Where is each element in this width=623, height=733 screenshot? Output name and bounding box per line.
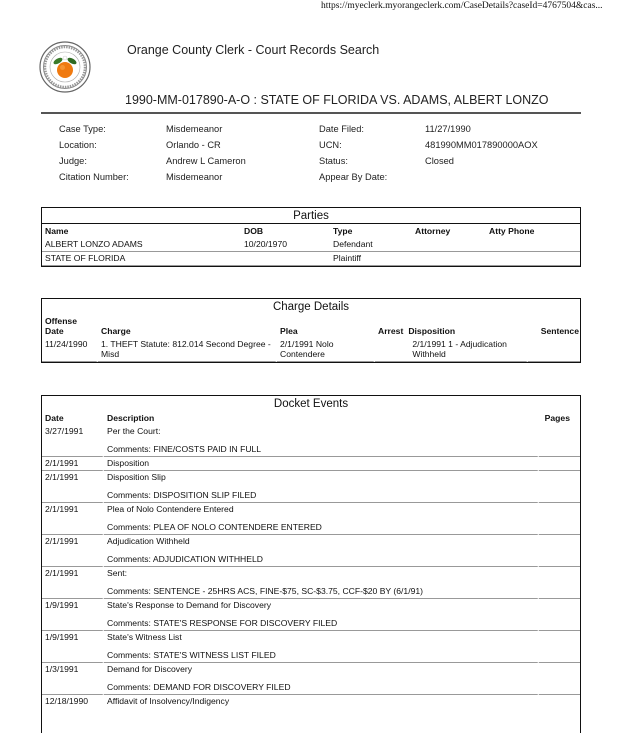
docket-pages [539, 471, 580, 503]
appear-by-date-label: Appear By Date: [319, 172, 388, 182]
docket-date: 1/3/1991 [42, 663, 104, 695]
docket-comments: Comments: ADJUDICATION WITHHELD [107, 554, 263, 564]
col-offense-date: Offense Date [45, 316, 77, 336]
docket-row [42, 567, 580, 599]
docket-row [42, 695, 580, 708]
docket-row [42, 535, 580, 567]
party-name: STATE OF FLORIDA [42, 252, 241, 266]
docket-events-table [41, 395, 581, 733]
col-arrest: Arrest [378, 326, 404, 336]
charge-details-title: Charge Details [272, 301, 350, 313]
docket-description: Demand for Discovery [107, 664, 193, 674]
status-value: Closed [425, 156, 454, 166]
party-type: Defendant [330, 238, 412, 252]
docket-comments: Comments: FINE/COSTS PAID IN FULL [107, 444, 262, 454]
docket-description: Plea of Nolo Contendere Entered [107, 504, 234, 514]
docket-comments: Comments: STATE'S RESPONSE FOR DISCOVERY FILED [107, 618, 338, 628]
ucn-value: 481990MM017890000AOX [425, 140, 538, 150]
docket-row [42, 471, 580, 503]
party-atty-phone [486, 252, 580, 266]
sentence [528, 338, 580, 362]
docket-description: Sent: [107, 568, 128, 578]
docket-row [42, 503, 580, 535]
docket-description: Disposition Slip [107, 472, 166, 482]
party-row [42, 238, 580, 252]
party-attorney [412, 252, 486, 266]
parties-header-row [42, 224, 580, 238]
col-date: Date [45, 413, 64, 423]
docket-date: 1/9/1991 [42, 631, 104, 663]
docket-description: Adjudication Withheld [107, 536, 190, 546]
col-dob: DOB [244, 226, 264, 236]
party-dob [241, 252, 330, 266]
citation-number-label: Citation Number: [59, 172, 129, 182]
docket-date: 1/9/1991 [42, 599, 104, 631]
docket-header-row [42, 411, 580, 425]
docket-comments: Comments: SENTENCE - 25HRS ACS, FINE-$75, SC-$3.75, CCF-$20 BY (6/1/91) [107, 586, 424, 596]
party-name: ALBERT LONZO ADAMS [42, 238, 241, 252]
docket-pages [539, 663, 580, 695]
ucn-label: UCN: [319, 140, 342, 150]
docket-events-title: Docket Events [273, 398, 349, 410]
col-name: Name [45, 226, 69, 236]
disposition: 2/1/1991 1 - Adjudication Withheld [406, 338, 528, 362]
title-divider [41, 112, 581, 114]
party-dob: 10/20/1970 [241, 238, 330, 252]
party-attorney [412, 238, 486, 252]
docket-pages [539, 631, 580, 663]
docket-description: Disposition [107, 458, 150, 468]
charge: 1. THEFT Statute: 812.014 Second Degree - Misd [98, 338, 277, 362]
docket-comments: Comments: DEMAND FOR DISCOVERY FILED [107, 682, 291, 692]
col-disposition: Disposition [408, 326, 456, 336]
parties-table [41, 207, 581, 267]
arrest [375, 338, 406, 362]
col-charge: Charge [101, 326, 131, 336]
docket-row [42, 457, 580, 471]
location-value: Orlando - CR [166, 140, 221, 150]
col-type: Type [333, 226, 353, 236]
docket-pages [539, 503, 580, 535]
docket-pages [539, 457, 580, 471]
col-pages: Pages [544, 413, 570, 423]
status-label: Status: [319, 156, 348, 166]
docket-date: 2/1/1991 [42, 457, 104, 471]
docket-description: State's Witness List [107, 632, 182, 642]
docket-date: 2/1/1991 [42, 503, 104, 535]
case-title: 1990-MM-017890-A-O : STATE OF FLORIDA VS. ADAMS, ALBERT LONZO [125, 93, 549, 107]
site-title: Orange County Clerk - Court Records Search [127, 43, 380, 57]
docket-row [42, 663, 580, 695]
case-type-value: Misdemeanor [166, 124, 223, 134]
docket-date: 12/18/1990 [42, 695, 104, 708]
docket-row [42, 631, 580, 663]
docket-row [42, 599, 580, 631]
docket-date: 2/1/1991 [42, 535, 104, 567]
docket-comments: Comments: PLEA OF NOLO CONTENDERE ENTERED [107, 522, 322, 532]
docket-pages [539, 567, 580, 599]
docket-date: 3/27/1991 [42, 425, 104, 457]
docket-row [42, 425, 580, 457]
date-filed-value: 11/27/1990 [425, 124, 471, 134]
docket-comments: Comments: STATE'S WITNESS LIST FILED [107, 650, 276, 660]
col-attorney: Attorney [415, 226, 451, 236]
docket-pages [539, 695, 580, 708]
orange-county-clerk-seal-icon [39, 41, 91, 93]
party-row [42, 252, 580, 266]
judge-label: Judge: [59, 156, 87, 166]
charges-header-row [42, 314, 580, 338]
docket-date: 2/1/1991 [42, 471, 104, 503]
docket-description: Affidavit of Insolvency/Indigency [107, 696, 230, 706]
judge-value: Andrew L Cameron [166, 156, 246, 166]
charge-details-table [41, 298, 581, 363]
case-type-label: Case Type: [59, 124, 106, 134]
party-type: Plaintiff [330, 252, 412, 266]
docket-date: 2/1/1991 [42, 567, 104, 599]
docket-comments: Comments: DISPOSITION SLIP FILED [107, 490, 257, 500]
docket-description: Per the Court: [107, 426, 161, 436]
location-label: Location: [59, 140, 97, 150]
docket-pages [539, 599, 580, 631]
party-atty-phone [486, 238, 580, 252]
offense-date: 11/24/1990 [42, 338, 98, 362]
col-description: Description [107, 413, 155, 423]
citation-number-value: Misdemeanor [166, 172, 223, 182]
date-filed-label: Date Filed: [319, 124, 364, 134]
page-url: https://myeclerk.myorangeclerk.com/CaseDetails?caseId=4767504&cas... [321, 1, 603, 11]
docket-pages [539, 425, 580, 457]
col-plea: Plea [280, 326, 298, 336]
docket-description: State's Response to Demand for Discovery [107, 600, 272, 610]
docket-pages [539, 535, 580, 567]
plea: 2/1/1991 Nolo Contendere [277, 338, 375, 362]
charge-row [42, 338, 580, 362]
col-atty-phone: Atty Phone [489, 226, 535, 236]
parties-title: Parties [42, 208, 580, 224]
col-sentence: Sentence [540, 326, 579, 336]
